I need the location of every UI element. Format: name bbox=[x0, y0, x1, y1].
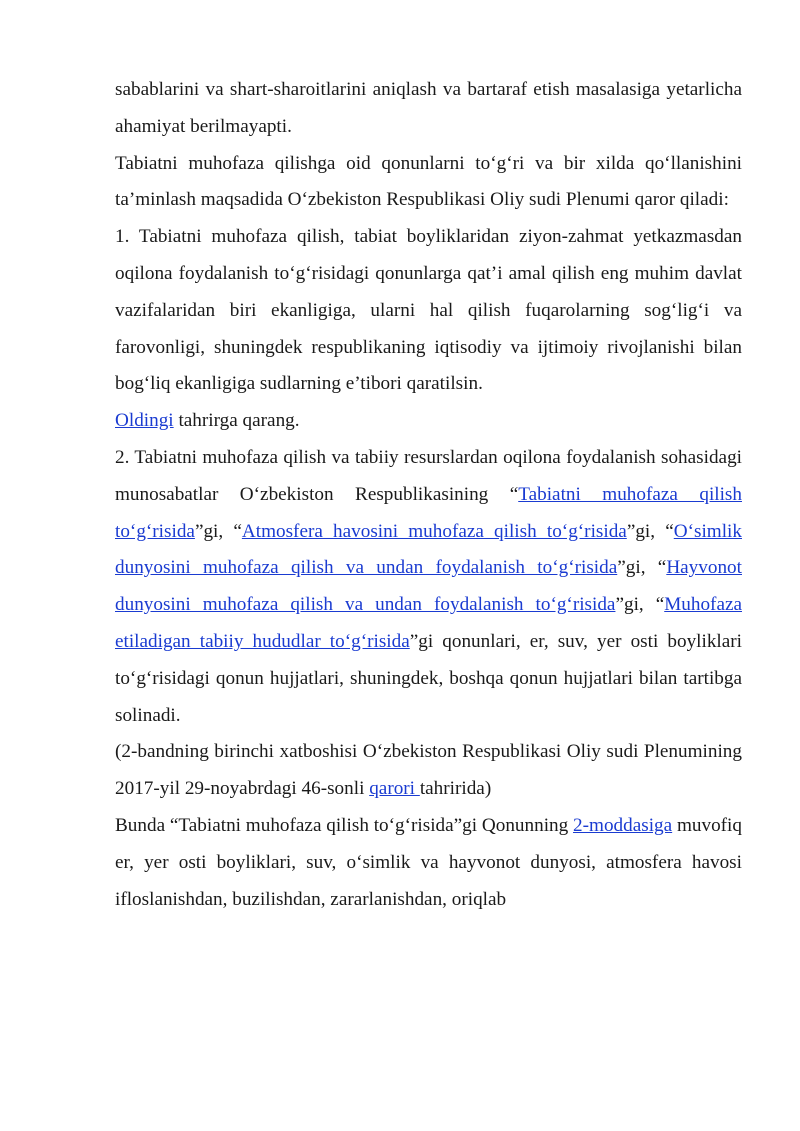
law-fauna-link[interactable]: Hayvonot dunyosini muhofaza qilish va undan foydalanish to‘g‘risida bbox=[115, 557, 742, 616]
law-atmosphere-link[interactable]: Atmosfera havosini muhofaza qilish to‘g‘risida bbox=[241, 520, 627, 542]
paragraph-5-text-3: ”gi, “ bbox=[626, 520, 674, 542]
document-page bbox=[115, 72, 742, 918]
paragraph-5-text-6: ”gi qonunlari, er, suv, yer osti boyliklari to‘g‘risidagi qonun hujjatlari, shuningdek, boshqa qonun hujjatlari bilan tartibga solinadi. bbox=[115, 630, 743, 726]
paragraph-5-text-5: ”gi, “ bbox=[615, 594, 665, 616]
law-protected-areas-link[interactable]: Muhofaza etiladigan tabiiy hududlar to‘g‘risida bbox=[115, 594, 742, 652]
paragraph-7 bbox=[115, 808, 742, 918]
previous-edition-link[interactable]: Oldingi bbox=[115, 410, 174, 432]
article-2-link[interactable]: 2-moddasiga bbox=[573, 814, 673, 836]
paragraph-3: 1. Tabiatni muhofaza qilish, tabiat boyliklaridan ziyon-zahmat yetkazmasdan oqilona foydalanish to‘g‘risidagi qonunlarga qat’i amal qilish eng muhim davlat vazifalaridan biri ekanligiga, ularni hal qilish fuqarolarning sog‘lig‘i va farovonligi, shuningdek respublikaning iqtisodiy va ijtimoiy rivojlanishi bilan bog‘liq ekanligiga sudlarning e’tibori qaratilsin. bbox=[115, 226, 742, 395]
paragraph-7-text-1: Bunda “Tabiatni muhofaza qilish to‘g‘risida”gi Qonunning bbox=[115, 814, 574, 836]
paragraph-6 bbox=[115, 734, 742, 808]
paragraph-1: sabablarini va shart-sharoitlarini aniqlash va bartaraf etish masalasiga yetarlicha ahamiyat berilmayapti. bbox=[115, 79, 742, 137]
paragraph-2: Tabiatni muhofaza qilishga oid qonunlarni to‘g‘ri va bir xilda qo‘llanishini ta’minlash maqsadida O‘zbekiston Respublikasi Oliy sudi Plenumi qaror qiladi: bbox=[115, 152, 742, 211]
paragraph-5-text-1: 2. Tabiatni muhofaza qilish va tabiiy resurslardan oqilona foydalanish sohasidagi munosabatlar O‘zbekiston Respublikasining “ bbox=[115, 446, 742, 505]
resolution-link[interactable]: qarori bbox=[369, 778, 420, 800]
paragraph-5 bbox=[115, 440, 742, 734]
paragraph-7-text-2: muvofiq er, yer osti boyliklari, suv, o‘simlik va hayvonot dunyosi, atmosfera havosi ifloslanishdan, buzilishdan, zararlanishdan, oriqlab bbox=[115, 814, 742, 910]
paragraph-4 bbox=[115, 403, 742, 440]
law-nature-protection-link[interactable]: Tabiatni muhofaza qilish to‘g‘risida bbox=[115, 483, 742, 542]
paragraph-4-text: tahrirga qarang. bbox=[173, 410, 300, 432]
paragraph-5-text-4: ”gi, “ bbox=[617, 557, 667, 579]
paragraph-5-text-2: ”gi, “ bbox=[194, 520, 242, 542]
law-flora-link[interactable]: O‘simlik dunyosini muhofaza qilish va undan foydalanish to‘g‘risida bbox=[115, 520, 742, 579]
paragraph-6-text-1: (2-bandning birinchi xatboshisi O‘zbekiston Respublikasi Oliy sudi Plenumining 2017-yil 29-noyabrdagi 46-sonli bbox=[115, 741, 742, 800]
paragraph-6-text-2: tahririda) bbox=[419, 778, 492, 800]
